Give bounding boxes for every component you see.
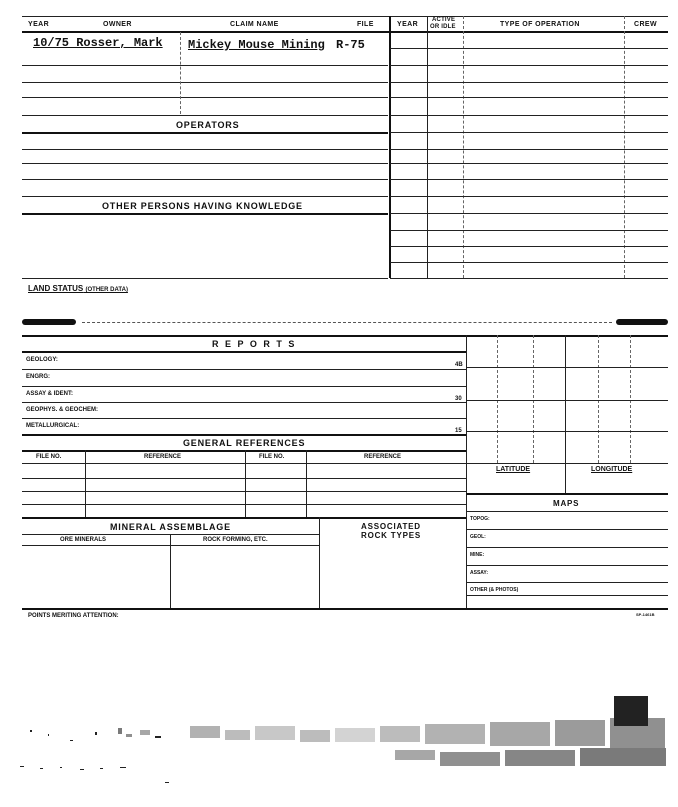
mineral-column-line [170, 534, 171, 608]
right-row-line [390, 115, 668, 116]
maps-other-label: OTHER (& PHOTOS) [470, 587, 519, 593]
operators-divider [22, 132, 388, 134]
form-code: SP-1461B [636, 612, 655, 617]
row-line [22, 491, 466, 492]
row-line [22, 402, 466, 403]
maps-divider [466, 511, 668, 512]
row-line [22, 97, 388, 98]
grid-line-lat-long [565, 335, 566, 493]
right-block-divider [466, 335, 467, 608]
entry-claim-name: Mickey Mouse Mining [188, 38, 325, 52]
other-persons-divider [22, 213, 388, 215]
maps-assay-label: ASSAY: [470, 570, 489, 576]
right-row-line [390, 262, 668, 263]
center-divider [389, 16, 391, 278]
ref-header-line [22, 463, 466, 464]
top-border-line [22, 16, 668, 17]
header-active: ACTIVE [432, 17, 456, 23]
row-line [22, 149, 388, 150]
header-claim-name: CLAIM NAME [230, 21, 279, 28]
header-or-idle: OR IDLE [430, 24, 456, 30]
header-year: YEAR [28, 21, 50, 28]
ref-header-file-no-2: FILE NO. [259, 454, 285, 460]
right-row-line [390, 196, 668, 197]
grid-row-line [466, 400, 668, 401]
active-column-line [463, 16, 464, 278]
row-line [22, 418, 466, 419]
perforation-line [82, 322, 612, 323]
row-line [22, 82, 388, 83]
header-file: FILE [357, 21, 374, 28]
report-num-metallurgical: 15 [455, 428, 462, 434]
report-label-metallurgical: METALLURGICAL: [26, 423, 80, 429]
ref-header-file-no-1: FILE NO. [36, 454, 62, 460]
row-line [22, 115, 388, 116]
maps-row-line [466, 547, 668, 548]
assoc-column-line [319, 517, 320, 608]
report-label-geophys: GEOPHYS. & GEOCHEM: [26, 407, 99, 413]
grid-row-line [466, 367, 668, 368]
maps-row-line [466, 595, 668, 596]
right-row-line [390, 246, 668, 247]
ref-header-reference-2: REFERENCE [364, 454, 402, 460]
entry-file: R-75 [336, 38, 365, 52]
maps-topog-label: TOPOG: [470, 516, 490, 522]
row-line [22, 179, 388, 180]
mineral-assemblage-title: MINERAL ASSEMBLAGE [110, 522, 231, 532]
header-year-2: YEAR [397, 21, 419, 28]
reports-bottom-divider [22, 434, 466, 436]
right-row-line [390, 65, 668, 66]
grid-line [630, 335, 631, 463]
right-row-line [390, 179, 668, 180]
right-row-line [390, 132, 668, 133]
associated-rock-types-line2: ROCK TYPES [361, 531, 422, 540]
ref-bottom-divider [22, 517, 466, 519]
ref-column-line [85, 450, 86, 517]
longitude-label: LONGITUDE [591, 466, 633, 473]
row-line [22, 65, 388, 66]
right-row-line [390, 82, 668, 83]
maps-top-divider [466, 493, 668, 495]
column-divider [180, 32, 181, 114]
other-persons-title: OTHER PERSONS HAVING KNOWLEDGE [102, 201, 303, 211]
right-row-line [390, 48, 668, 49]
right-row-line [390, 213, 668, 214]
lower-bottom-border [22, 608, 668, 610]
row-line [22, 478, 466, 479]
ref-column-line [306, 450, 307, 517]
reports-title: R E P O R T S [212, 339, 297, 349]
right-row-line [390, 163, 668, 164]
header-divider [22, 31, 668, 33]
crew-column-line [624, 16, 625, 278]
lower-top-border [22, 335, 668, 337]
maps-row-line [466, 565, 668, 566]
grid-line [497, 335, 498, 463]
land-status-label: LAND STATUS (OTHER DATA) [28, 284, 128, 293]
right-row-line [390, 97, 668, 98]
associated-rock-types-line1: ASSOCIATED [361, 522, 421, 531]
header-crew: CREW [634, 21, 657, 28]
ref-header-reference-1: REFERENCE [144, 454, 182, 460]
points-meriting-attention-label: POINTS MERITING ATTENTION: [28, 613, 119, 619]
report-num-assay: 30 [455, 396, 462, 402]
scan-artifact [0, 690, 678, 790]
grid-row-line [466, 431, 668, 432]
ore-minerals-header: ORE MINERALS [60, 537, 107, 543]
maps-mine-label: MINE: [470, 552, 485, 558]
general-references-title: GENERAL REFERENCES [183, 438, 306, 448]
reports-divider [22, 351, 466, 353]
grid-line [598, 335, 599, 463]
header-type-of-operation: TYPE OF OPERATION [500, 21, 580, 28]
row-line [22, 386, 466, 387]
rock-forming-header: ROCK FORMING, ETC. [203, 537, 268, 543]
row-line [22, 196, 388, 197]
header-owner: OWNER [103, 21, 132, 28]
entry-year-owner: 10/75 Rosser, Mark [33, 36, 163, 50]
report-label-engrg: ENGRG: [26, 374, 50, 380]
general-references-divider [22, 450, 466, 452]
right-row-line [390, 230, 668, 231]
row-line [22, 278, 388, 279]
punch-mark-right [616, 319, 668, 325]
row-line [22, 369, 466, 370]
report-label-geology: GEOLOGY: [26, 357, 58, 363]
ref-column-line [245, 450, 246, 517]
maps-row-line [466, 529, 668, 530]
report-label-assay: ASSAY & IDENT: [26, 391, 74, 397]
row-line [22, 504, 466, 505]
year-column-line [427, 16, 428, 278]
grid-line [533, 335, 534, 463]
report-num-geology: 4B [455, 362, 463, 368]
row-line [22, 163, 388, 164]
operators-title: OPERATORS [176, 120, 240, 130]
maps-geol-label: GEOL: [470, 534, 486, 540]
grid-row-line [466, 463, 668, 464]
maps-title: MAPS [553, 499, 580, 508]
maps-row-line [466, 582, 668, 583]
punch-mark-left [22, 319, 76, 325]
right-row-line [390, 278, 668, 279]
latitude-label: LATITUDE [496, 466, 531, 473]
right-row-line [390, 149, 668, 150]
